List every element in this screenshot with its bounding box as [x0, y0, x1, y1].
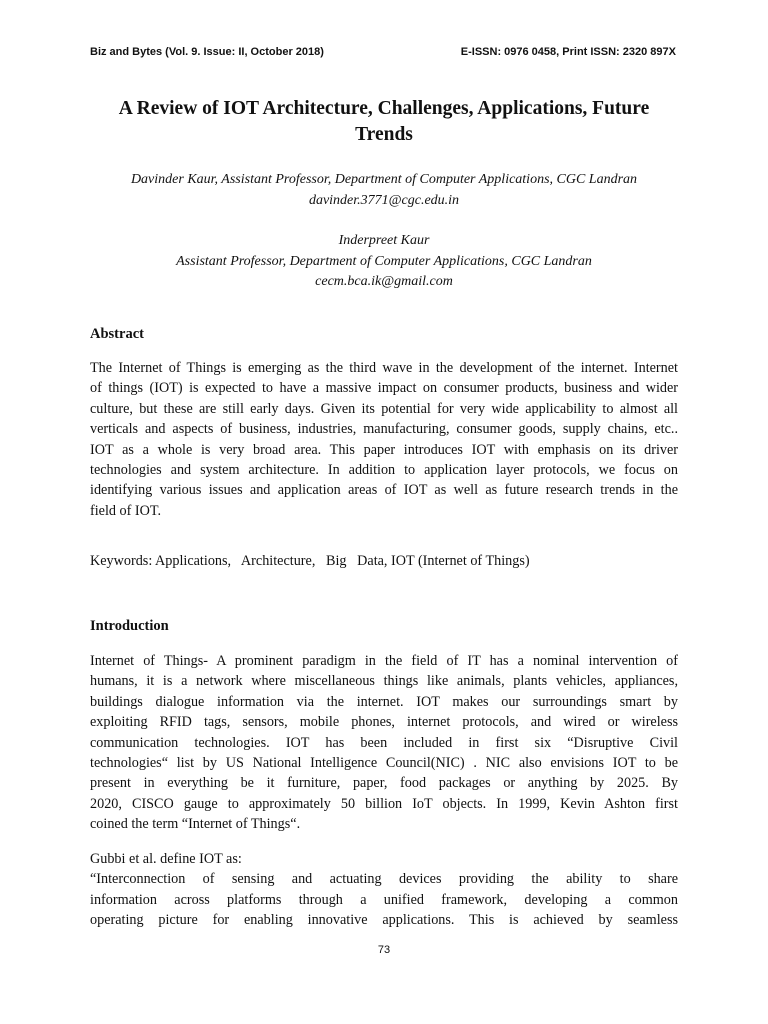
text-line: The Internet of Things is emerging as the third wave in the development of the internet. Internet: [90, 360, 678, 376]
author-email: cecm.bca.ik@gmail.com: [315, 274, 453, 290]
text-line: coined the term “Internet of Things“.: [90, 816, 301, 833]
text-line: IOT as a whole is very broad area. This paper introduces IOT with emphasis on its driver: [90, 441, 678, 458]
definition-paragraph: [90, 849, 678, 931]
text-line: technologies“ list by US National Intelligence Council(NIC) . NIC also envisions IOT to be: [90, 755, 678, 772]
text-line: Internet of Things- A prominent paradigm in the field of IT has a nominal intervention of: [90, 653, 678, 669]
abstract-paragraph: [90, 358, 678, 521]
keywords-line: Keywords: Applications, Architecture, Big Data, IOT (Internet of Things): [90, 553, 530, 569]
introduction-heading: Introduction: [90, 618, 169, 634]
text-line: technologies and system architecture. In addition to application layer protocols, we focus on: [90, 462, 678, 479]
issn-info: E-ISSN: 0976 0458, Print ISSN: 2320 897X: [460, 46, 676, 58]
text-line: information across platforms through a unified framework, developing a common: [90, 891, 678, 908]
author-affiliation: Assistant Professor, Department of Computer Applications, CGC Landran: [176, 253, 592, 269]
text-line: buildings dialogue information via the internet. IOT makes our surroundings smart by: [90, 693, 678, 710]
author-email: davinder.3771@cgc.edu.in: [308, 192, 460, 208]
author-block-2: [90, 231, 678, 293]
author-name: Inderpreet Kaur: [338, 233, 430, 248]
text-line: present in everything be it furniture, paper, food packages or anything by 2025. By: [90, 775, 678, 792]
page-number: 73: [377, 944, 391, 956]
text-line: of things (IOT) is expected to have a massive impact on consumer products, business and wider: [90, 380, 678, 397]
text-line: field of IOT.: [90, 502, 162, 519]
abstract-heading: Abstract: [90, 326, 144, 342]
text-line: operating picture for enabling innovative applications. This is achieved by seamless: [90, 912, 678, 929]
text-line: communication technologies. IOT has been included in first six “Disruptive Civil: [90, 734, 678, 751]
text-line: exploiting RFID tags, sensors, mobile phones, internet protocols, and wired or wireless: [90, 714, 678, 731]
text-line: identifying various issues and application areas of IOT as well as future research trends in the: [90, 482, 678, 499]
text-line: 2020, CISCO gauge to approximately 50 billion IoT objects. In 1999, Kevin Ashton first: [90, 795, 678, 812]
title-line: Trends: [355, 124, 413, 145]
author-affiliation: Davinder Kaur, Assistant Professor, Department of Computer Applications, CGC Landran: [130, 172, 638, 187]
introduction-paragraph: [90, 651, 678, 835]
text-line: Gubbi et al. define IOT as:: [90, 851, 242, 867]
title-line: A Review of IOT Architecture, Challenges, Applications, Future: [118, 98, 650, 119]
text-line: culture, but these are still early days. Given its potential for very wide applicability to almost all: [90, 400, 678, 417]
author-block-1: [90, 170, 678, 211]
text-line: verticals and aspects of business, industries, manufacturing, consumer goods, supply chains, etc..: [90, 421, 678, 438]
text-line: humans, it is a network where miscellaneous things like animals, plants vehicles, appliances,: [90, 673, 678, 690]
text-line: “Interconnection of sensing and actuating devices providing the ability to share: [90, 871, 678, 888]
running-header: [90, 46, 676, 58]
paper-title: [90, 96, 678, 148]
journal-citation: Biz and Bytes (Vol. 9. Issue: II, October 2018): [90, 46, 324, 58]
